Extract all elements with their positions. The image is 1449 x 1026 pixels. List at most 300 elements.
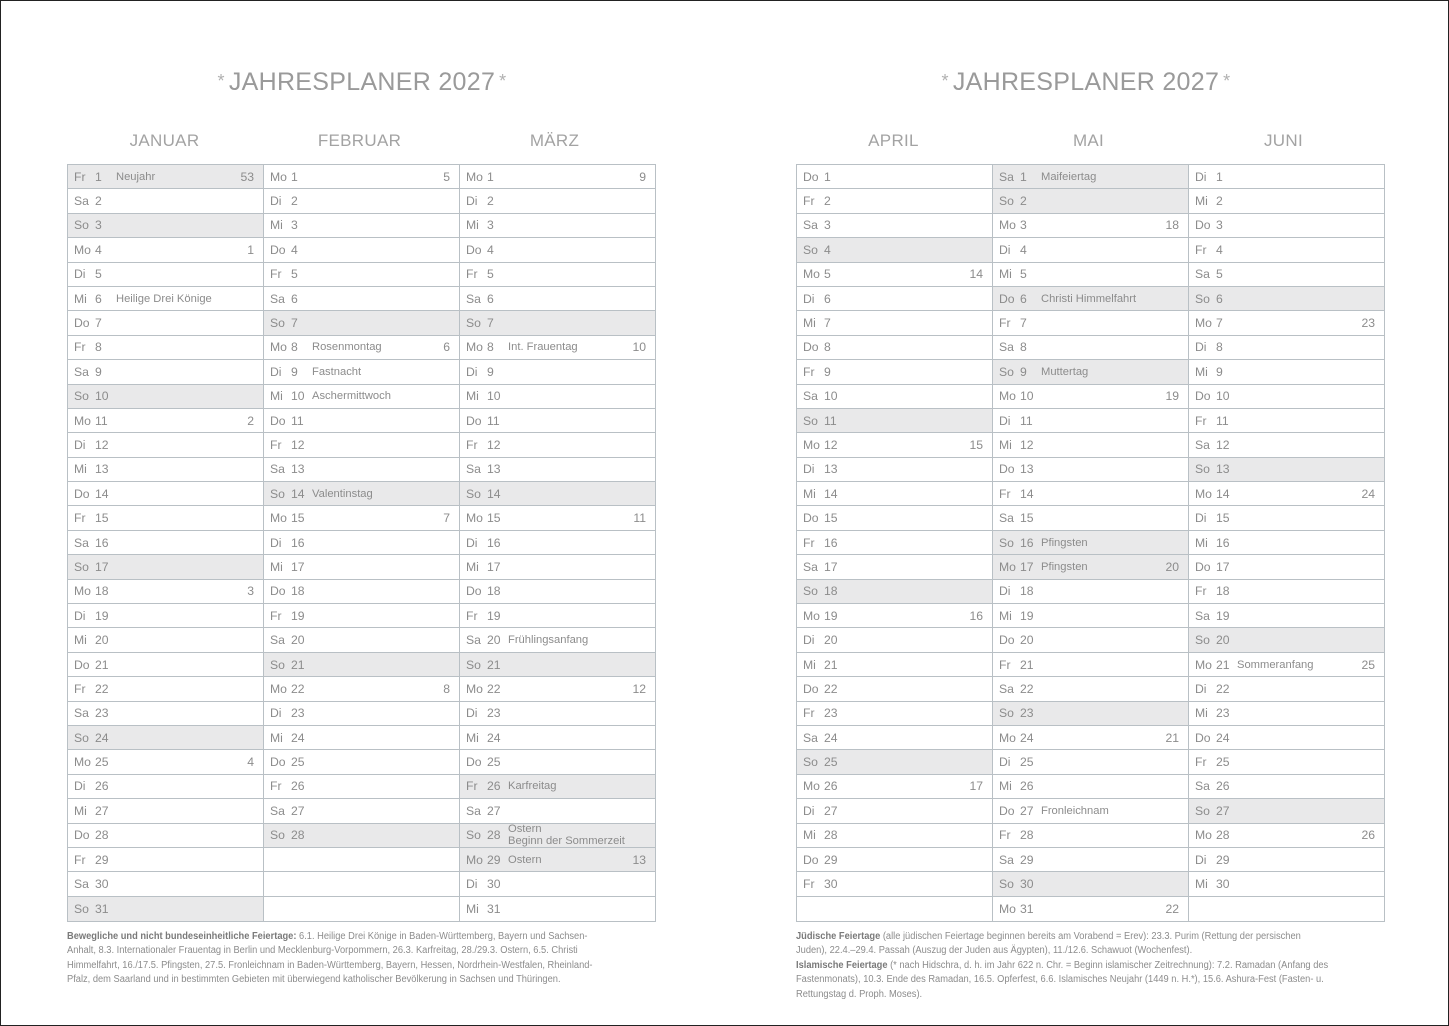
weekday-label: Mo: [74, 755, 91, 770]
day-number: 2: [824, 194, 831, 209]
day-cell[interactable]: [993, 775, 1188, 799]
day-number: 12: [487, 437, 501, 452]
day-cell[interactable]: [460, 214, 655, 238]
day-number: 20: [1216, 633, 1230, 648]
day-number: 23: [487, 706, 501, 721]
day-cell[interactable]: [68, 531, 263, 555]
day-cell[interactable]: [460, 311, 655, 335]
day-cell[interactable]: [993, 482, 1188, 506]
week-number: 21: [1165, 730, 1179, 745]
day-cell[interactable]: [264, 531, 459, 555]
day-cell[interactable]: [1189, 872, 1384, 896]
day-cell[interactable]: [460, 458, 655, 482]
day-cell[interactable]: [1189, 653, 1384, 677]
day-cell[interactable]: [460, 482, 655, 506]
day-cell[interactable]: [797, 214, 992, 238]
weekday-label: Di: [466, 706, 478, 721]
holiday-label: Pfingsten: [1041, 536, 1088, 549]
day-cell[interactable]: [68, 458, 263, 482]
day-cell[interactable]: [264, 433, 459, 457]
weekday-label: Fr: [1195, 584, 1207, 599]
weekday-label: Sa: [466, 633, 481, 648]
day-cell[interactable]: [993, 311, 1188, 335]
day-number: 15: [824, 511, 838, 526]
day-cell[interactable]: [993, 726, 1188, 750]
day-cell[interactable]: [797, 775, 992, 799]
day-cell[interactable]: [460, 726, 655, 750]
week-number: 12: [632, 681, 646, 696]
week-number: 10: [632, 340, 646, 355]
day-cell[interactable]: [460, 360, 655, 384]
day-cell[interactable]: [1189, 555, 1384, 579]
day-cell[interactable]: [1189, 580, 1384, 604]
day-number: 6: [487, 291, 494, 306]
day-number: 28: [824, 828, 838, 843]
weekday-label: Fr: [999, 486, 1011, 501]
day-cell[interactable]: [264, 555, 459, 579]
day-number: 18: [824, 584, 838, 599]
week-number: 8: [443, 681, 450, 696]
day-cell[interactable]: [993, 555, 1188, 579]
day-cell[interactable]: [993, 604, 1188, 628]
day-cell[interactable]: [264, 458, 459, 482]
day-number: 8: [291, 340, 298, 355]
day-cell[interactable]: [460, 775, 655, 799]
weekday-label: Di: [466, 877, 478, 892]
day-cell[interactable]: [1189, 458, 1384, 482]
footnote-heading-juedisch: Jüdische Feiertage: [796, 931, 881, 942]
weekday-label: Mo: [270, 511, 287, 526]
weekday-label: Mi: [803, 828, 816, 843]
day-cell[interactable]: [264, 604, 459, 628]
day-cell[interactable]: [1189, 311, 1384, 335]
day-cell[interactable]: [264, 726, 459, 750]
day-cell[interactable]: [797, 433, 992, 457]
day-cell[interactable]: [68, 702, 263, 726]
day-cell[interactable]: [993, 336, 1188, 360]
day-cell[interactable]: [1189, 409, 1384, 433]
day-cell[interactable]: [460, 677, 655, 701]
day-number: 13: [487, 462, 501, 477]
day-cell[interactable]: [460, 385, 655, 409]
weekday-label: Sa: [999, 852, 1014, 867]
day-cell[interactable]: [460, 287, 655, 311]
day-cell[interactable]: [264, 702, 459, 726]
weekday-label: Mo: [74, 413, 91, 428]
day-cell[interactable]: [264, 799, 459, 823]
day-cell[interactable]: [797, 531, 992, 555]
day-cell[interactable]: [797, 189, 992, 213]
day-cell[interactable]: [460, 336, 655, 360]
day-number: 27: [1020, 803, 1034, 818]
weekday-label: Do: [466, 755, 482, 770]
day-cell[interactable]: [993, 165, 1188, 189]
day-cell[interactable]: [797, 238, 992, 262]
day-number: 6: [1020, 291, 1027, 306]
weekday-label: Di: [1195, 852, 1207, 867]
weekday-label: So: [1195, 633, 1210, 648]
day-cell[interactable]: [264, 238, 459, 262]
day-number: 6: [291, 291, 298, 306]
day-cell[interactable]: [993, 189, 1188, 213]
day-number: 20: [487, 633, 501, 648]
weekday-label: Sa: [466, 291, 481, 306]
day-cell[interactable]: [797, 677, 992, 701]
day-cell[interactable]: [993, 872, 1188, 896]
day-cell[interactable]: [264, 336, 459, 360]
day-cell[interactable]: [68, 824, 263, 848]
day-cell[interactable]: [1189, 385, 1384, 409]
day-number: 12: [824, 437, 838, 452]
day-number: 6: [1216, 291, 1223, 306]
weekday-label: Do: [803, 852, 819, 867]
day-cell[interactable]: [1189, 628, 1384, 652]
holiday-footnote: [67, 930, 606, 988]
day-cell[interactable]: [68, 799, 263, 823]
weekday-label: So: [999, 194, 1014, 209]
day-cell[interactable]: [797, 897, 992, 921]
weekday-label: Sa: [803, 730, 818, 745]
weekday-label: Fr: [74, 511, 86, 526]
day-cell[interactable]: [68, 848, 263, 872]
weekday-label: Mo: [466, 681, 483, 696]
day-cell[interactable]: [797, 385, 992, 409]
day-cell[interactable]: [1189, 287, 1384, 311]
week-number: 5: [443, 169, 450, 184]
day-cell[interactable]: [797, 848, 992, 872]
day-cell[interactable]: [460, 604, 655, 628]
weekday-label: So: [1195, 291, 1210, 306]
day-number: 23: [95, 706, 109, 721]
day-cell[interactable]: [993, 409, 1188, 433]
month-column: [460, 165, 656, 921]
day-cell[interactable]: [993, 531, 1188, 555]
weekday-label: Mi: [270, 559, 283, 574]
day-cell[interactable]: [1189, 848, 1384, 872]
day-cell[interactable]: [1189, 726, 1384, 750]
day-cell[interactable]: [68, 238, 263, 262]
day-cell[interactable]: [460, 897, 655, 921]
day-cell[interactable]: [993, 628, 1188, 652]
day-cell[interactable]: [797, 482, 992, 506]
day-cell[interactable]: [460, 165, 655, 189]
day-number: 26: [291, 779, 305, 794]
day-cell[interactable]: [264, 775, 459, 799]
day-cell[interactable]: [1189, 531, 1384, 555]
day-cell[interactable]: [264, 872, 459, 896]
day-cell[interactable]: [797, 799, 992, 823]
holiday-label: Neujahr: [116, 170, 156, 183]
day-cell[interactable]: [264, 263, 459, 287]
day-number: 30: [824, 877, 838, 892]
day-cell[interactable]: [264, 580, 459, 604]
day-cell[interactable]: [460, 848, 655, 872]
day-cell[interactable]: [993, 702, 1188, 726]
weekday-label: So: [1195, 462, 1210, 477]
day-cell[interactable]: [993, 848, 1188, 872]
day-number: 16: [1020, 535, 1034, 550]
day-number: 29: [95, 852, 109, 867]
day-cell[interactable]: [264, 824, 459, 848]
day-cell[interactable]: [68, 336, 263, 360]
day-cell[interactable]: [264, 653, 459, 677]
day-cell[interactable]: [797, 628, 992, 652]
star-icon: *: [941, 71, 949, 91]
day-cell[interactable]: [460, 702, 655, 726]
day-cell[interactable]: [1189, 824, 1384, 848]
day-cell[interactable]: [264, 848, 459, 872]
day-cell[interactable]: [460, 824, 655, 848]
day-cell[interactable]: [264, 189, 459, 213]
day-cell[interactable]: [68, 482, 263, 506]
day-cell[interactable]: [797, 311, 992, 335]
day-cell[interactable]: [993, 824, 1188, 848]
day-cell[interactable]: [68, 555, 263, 579]
weekday-label: Mo: [803, 267, 820, 282]
day-cell[interactable]: [797, 726, 992, 750]
day-cell[interactable]: [993, 433, 1188, 457]
day-cell[interactable]: [460, 506, 655, 530]
day-cell[interactable]: [1189, 189, 1384, 213]
day-cell[interactable]: [993, 287, 1188, 311]
day-cell[interactable]: [797, 336, 992, 360]
day-cell[interactable]: [1189, 604, 1384, 628]
day-cell[interactable]: [1189, 702, 1384, 726]
day-cell[interactable]: [68, 214, 263, 238]
weekday-label: Do: [466, 413, 482, 428]
day-cell[interactable]: [993, 214, 1188, 238]
day-cell[interactable]: [797, 555, 992, 579]
holiday-label: Ostern: [508, 853, 542, 866]
day-cell[interactable]: [68, 165, 263, 189]
day-cell[interactable]: [264, 311, 459, 335]
day-cell[interactable]: [797, 287, 992, 311]
day-cell[interactable]: [797, 653, 992, 677]
day-cell[interactable]: [68, 263, 263, 287]
weekday-label: Fr: [1195, 242, 1207, 257]
day-cell[interactable]: [460, 531, 655, 555]
day-cell[interactable]: [993, 677, 1188, 701]
week-number: 7: [443, 511, 450, 526]
day-cell[interactable]: [68, 604, 263, 628]
day-cell[interactable]: [68, 311, 263, 335]
day-cell[interactable]: [460, 433, 655, 457]
weekday-label: Sa: [270, 462, 285, 477]
day-number: 18: [487, 584, 501, 599]
day-number: 9: [487, 364, 494, 379]
day-cell[interactable]: [264, 385, 459, 409]
day-cell[interactable]: [797, 604, 992, 628]
weekday-label: Sa: [803, 389, 818, 404]
day-cell[interactable]: [460, 409, 655, 433]
day-cell[interactable]: [460, 189, 655, 213]
weekday-label: Di: [74, 779, 86, 794]
day-cell[interactable]: [797, 458, 992, 482]
day-cell[interactable]: [993, 580, 1188, 604]
weekday-label: Di: [74, 608, 86, 623]
day-cell[interactable]: [797, 263, 992, 287]
week-number: 3: [247, 584, 254, 599]
weekday-label: Fr: [74, 340, 86, 355]
day-cell[interactable]: [797, 872, 992, 896]
day-cell[interactable]: [797, 824, 992, 848]
day-cell[interactable]: [797, 165, 992, 189]
day-number: 28: [1020, 828, 1034, 843]
day-number: 20: [1020, 633, 1034, 648]
day-cell[interactable]: [1189, 482, 1384, 506]
day-cell[interactable]: [460, 580, 655, 604]
day-cell[interactable]: [1189, 775, 1384, 799]
day-cell[interactable]: [1189, 165, 1384, 189]
day-number: 22: [1216, 681, 1230, 696]
month-column: [993, 165, 1189, 921]
day-cell[interactable]: [264, 360, 459, 384]
day-cell[interactable]: [68, 360, 263, 384]
day-cell[interactable]: [264, 897, 459, 921]
day-number: 21: [95, 657, 109, 672]
day-cell[interactable]: [460, 263, 655, 287]
day-cell[interactable]: [1189, 506, 1384, 530]
day-cell[interactable]: [68, 653, 263, 677]
weekday-label: So: [466, 657, 481, 672]
day-cell[interactable]: [68, 775, 263, 799]
day-cell[interactable]: [797, 750, 992, 774]
day-cell[interactable]: [1189, 263, 1384, 287]
day-cell[interactable]: [264, 287, 459, 311]
weekday-label: Mi: [466, 218, 479, 233]
day-cell[interactable]: [68, 433, 263, 457]
day-number: 24: [824, 730, 838, 745]
weekday-label: Mo: [999, 901, 1016, 916]
day-cell[interactable]: [1189, 750, 1384, 774]
day-cell[interactable]: [68, 287, 263, 311]
day-number: 11: [95, 413, 108, 428]
day-cell[interactable]: [68, 385, 263, 409]
weekday-label: So: [270, 316, 285, 331]
day-cell[interactable]: [264, 482, 459, 506]
weekday-label: Mo: [270, 169, 287, 184]
day-cell[interactable]: [264, 628, 459, 652]
day-cell[interactable]: [993, 653, 1188, 677]
day-cell[interactable]: [68, 677, 263, 701]
month-column: [68, 165, 264, 921]
day-cell[interactable]: [460, 872, 655, 896]
day-number: 26: [824, 779, 838, 794]
day-cell[interactable]: [264, 409, 459, 433]
day-cell[interactable]: [68, 628, 263, 652]
day-number: 6: [95, 291, 102, 306]
weekday-label: Sa: [270, 803, 285, 818]
day-cell[interactable]: [460, 750, 655, 774]
day-cell[interactable]: [68, 726, 263, 750]
day-cell[interactable]: [993, 360, 1188, 384]
day-cell[interactable]: [797, 506, 992, 530]
weekday-label: Mi: [74, 633, 87, 648]
day-number: 23: [1216, 706, 1230, 721]
weekday-label: So: [803, 242, 818, 257]
day-cell[interactable]: [993, 263, 1188, 287]
day-cell[interactable]: [68, 580, 263, 604]
day-number: 29: [1020, 852, 1034, 867]
day-cell[interactable]: [460, 799, 655, 823]
day-cell[interactable]: [264, 214, 459, 238]
footnote-heading: Bewegliche und nicht bundeseinheitliche Feiertage:: [67, 931, 297, 942]
day-number: 31: [1020, 901, 1034, 916]
day-cell[interactable]: [68, 409, 263, 433]
day-cell[interactable]: [797, 360, 992, 384]
day-cell[interactable]: [797, 580, 992, 604]
weekday-label: Mi: [803, 486, 816, 501]
day-cell[interactable]: [1189, 677, 1384, 701]
weekday-label: Fr: [1195, 413, 1207, 428]
day-cell[interactable]: [460, 653, 655, 677]
day-number: 15: [291, 511, 305, 526]
day-number: 10: [95, 389, 109, 404]
day-cell[interactable]: [68, 750, 263, 774]
weekday-label: Mo: [1195, 486, 1212, 501]
day-cell[interactable]: [993, 238, 1188, 262]
day-cell[interactable]: [993, 750, 1188, 774]
day-number: 2: [1020, 194, 1027, 209]
day-number: 16: [95, 535, 109, 550]
day-cell[interactable]: [1189, 799, 1384, 823]
weekday-label: Mo: [74, 242, 91, 257]
day-cell[interactable]: [460, 238, 655, 262]
day-cell[interactable]: [264, 677, 459, 701]
day-number: 9: [1020, 364, 1027, 379]
day-number: 31: [95, 901, 109, 916]
day-cell[interactable]: [264, 165, 459, 189]
day-cell[interactable]: [1189, 336, 1384, 360]
day-number: 3: [95, 218, 102, 233]
day-cell[interactable]: [993, 385, 1188, 409]
day-number: 28: [95, 828, 109, 843]
day-cell[interactable]: [1189, 360, 1384, 384]
day-cell[interactable]: [993, 458, 1188, 482]
weekday-label: Mi: [466, 559, 479, 574]
day-cell[interactable]: [797, 409, 992, 433]
day-cell[interactable]: [1189, 433, 1384, 457]
day-number: 17: [291, 559, 305, 574]
day-cell[interactable]: [1189, 214, 1384, 238]
day-number: 26: [95, 779, 109, 794]
day-cell[interactable]: [1189, 238, 1384, 262]
day-cell[interactable]: [797, 702, 992, 726]
day-cell[interactable]: [264, 506, 459, 530]
day-number: 9: [95, 364, 102, 379]
day-cell[interactable]: [264, 750, 459, 774]
day-cell[interactable]: [68, 897, 263, 921]
weekday-label: Sa: [74, 877, 89, 892]
day-cell[interactable]: [460, 555, 655, 579]
weekday-label: Fr: [270, 779, 282, 794]
day-cell[interactable]: [1189, 897, 1384, 921]
weekday-label: Do: [803, 511, 819, 526]
day-cell[interactable]: [68, 189, 263, 213]
day-cell[interactable]: [993, 897, 1188, 921]
weekday-label: Di: [803, 291, 815, 306]
day-cell[interactable]: [993, 799, 1188, 823]
weekday-label: Do: [803, 681, 819, 696]
day-cell[interactable]: [993, 506, 1188, 530]
weekday-label: Mo: [803, 779, 820, 794]
day-cell[interactable]: [460, 628, 655, 652]
weekday-label: Mi: [1195, 364, 1208, 379]
page-left: [0, 0, 724, 1026]
day-number: 7: [95, 316, 102, 331]
day-cell[interactable]: [68, 872, 263, 896]
day-cell[interactable]: [68, 506, 263, 530]
